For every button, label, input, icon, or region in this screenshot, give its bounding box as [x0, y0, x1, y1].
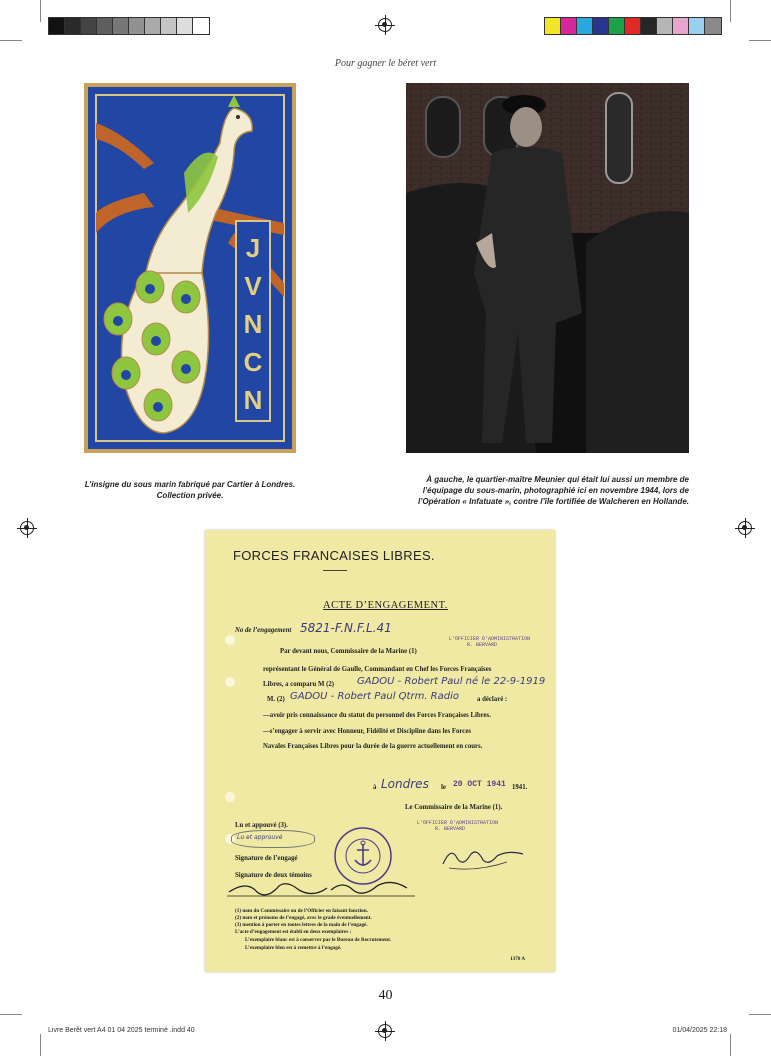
handwritten-name-2: GADOU - Robert Paul Qtrm. Radio — [290, 691, 459, 702]
page-number: 40 — [378, 988, 393, 1003]
footnote: L’acte d’engagement est établi en deux exemplaires : — [235, 929, 352, 935]
color-swatch — [113, 18, 129, 34]
lu-approuve-label: Lu et appouvé (3). — [235, 822, 288, 829]
color-swatch — [177, 18, 193, 34]
insignia-letter: J — [245, 233, 261, 263]
footnote: (3) mention à porter en toutes lettres de la main de l’engagé. — [235, 922, 368, 928]
color-swatch — [65, 18, 81, 34]
caption-line: Collection privée. — [156, 491, 224, 500]
crop-mark — [749, 40, 771, 41]
body-line: Navales Françaises Libres pour la durée de la guerre actuellement en cours. — [263, 743, 483, 750]
process-color-bar — [544, 17, 722, 35]
color-swatch — [577, 18, 593, 34]
crop-mark — [730, 1034, 731, 1056]
commissaire-label: Le Commissaire de la Marine (1). — [405, 804, 503, 811]
crop-mark — [749, 1014, 771, 1015]
handwritten-name-1: GADOU - Robert Paul né le 22-9-1919 — [357, 676, 546, 687]
crop-mark — [40, 0, 41, 22]
insignia-letter: C — [243, 347, 263, 377]
year: 1941. — [512, 784, 528, 791]
insignia-letters — [236, 229, 270, 419]
insignia-letter: N — [243, 309, 263, 339]
crop-mark — [0, 1014, 22, 1015]
crop-mark — [40, 1034, 41, 1056]
divider — [323, 570, 347, 571]
crop-mark — [730, 0, 731, 22]
commissaire-signature — [437, 840, 527, 874]
color-swatch — [49, 18, 65, 34]
engagement-certificate — [205, 530, 555, 972]
engagement-number-value: 5821-F.N.F.L.41 — [300, 621, 392, 635]
lu-approuve-box — [231, 830, 315, 848]
photo-illustration — [406, 83, 689, 453]
admin-stamp-mid — [417, 820, 498, 832]
body-line: représentant le Général de Gaulle, Commandant en Chef les Forces Françaises — [263, 666, 492, 673]
stamp-line: R. BERVARD — [467, 642, 498, 648]
insignia-image — [84, 83, 296, 453]
color-swatch — [145, 18, 161, 34]
punch-hole — [225, 635, 235, 645]
stamp-line: R. BERVARD — [435, 826, 466, 832]
footnote: (1) nom du Commissaire ou de l’Officier en faisant fonction. — [235, 908, 368, 914]
color-swatch — [625, 18, 641, 34]
color-swatch — [193, 18, 209, 34]
color-swatch — [609, 18, 625, 34]
registration-mark-icon — [378, 18, 392, 32]
slug-file-info: Livre Berêt vert A4 01 04 2025 terminé .indd 40 — [48, 1027, 195, 1034]
registration-mark-icon — [738, 521, 752, 535]
crop-mark — [0, 40, 22, 41]
signature-temoins-label: Signature de deux témoins — [235, 872, 312, 879]
color-swatch — [593, 18, 609, 34]
footnote: (2) nom et prénoms de l’engagé, avec le grade éventuellement. — [235, 915, 372, 921]
slug-timestamp: 01/04/2025 22:18 — [672, 1027, 727, 1034]
insignia-letter: N — [243, 385, 263, 415]
stamp-line: L’OFFICIER D’ADMINISTRATION — [449, 636, 531, 642]
signature-engage-label: Signature de l’engagé — [235, 855, 298, 862]
handwritten-place: Londres — [381, 777, 429, 791]
punch-hole — [225, 677, 235, 687]
color-swatch — [641, 18, 657, 34]
color-swatch — [129, 18, 145, 34]
footnote: L’exemplaire blanc est à conserver par le Bureau de Recrutement. — [245, 937, 392, 943]
stamp-line: L’OFFICIER D’ADMINISTRATION — [417, 820, 499, 826]
color-swatch — [97, 18, 113, 34]
body-line: Par devant nous, Commissaire de la Marine (1) — [280, 648, 417, 655]
grayscale-color-bar — [48, 17, 210, 35]
body-line: Libres, a comparu M (2) — [263, 681, 335, 688]
body-line: —s’engager à servir avec Honneur, Fidélité et Discipline dans les Forces — [263, 728, 471, 735]
form-number: 1370 A — [510, 956, 526, 962]
color-swatch — [561, 18, 577, 34]
date-le: le — [441, 784, 446, 791]
color-swatch — [545, 18, 561, 34]
body-line: M. (2) — [267, 696, 285, 703]
color-swatch — [705, 18, 721, 34]
color-swatch — [689, 18, 705, 34]
insignia-letter: V — [244, 271, 262, 301]
color-swatch — [657, 18, 673, 34]
caption-line: l’équipage du sous-marin, photographié ici en novembre 1944, lors de — [422, 486, 689, 495]
caption-line: L’insigne du sous marin fabriqué par Cartier à Londres. — [84, 480, 296, 489]
meunier-photo — [406, 83, 689, 453]
body-line: —avoir pris connaissance du statut du personnel des Forces Françaises Libres. — [263, 712, 491, 719]
color-swatch — [161, 18, 177, 34]
color-swatch — [81, 18, 97, 34]
doc-title: FORCES FRANCAISES LIBRES. — [233, 548, 435, 563]
right-caption — [400, 474, 689, 507]
caption-line: À gauche, le quartier-maître Meunier qui était lui aussi un membre de — [426, 475, 689, 484]
registration-mark-icon — [20, 521, 34, 535]
handwritten-lu-approuve: Lu et approuvé — [237, 834, 283, 841]
doc-subtitle: ACTE D’ENGAGEMENT. — [323, 600, 448, 611]
witness-signatures — [227, 876, 417, 902]
date-stamp: 20 OCT 1941 — [453, 780, 506, 789]
place-prefix: à — [373, 784, 377, 791]
punch-hole — [225, 792, 235, 802]
engagement-number-label: No de l’engagement — [235, 627, 292, 634]
body-line: a déclaré : — [477, 696, 508, 703]
registration-mark-icon — [378, 1024, 392, 1038]
running-head: Pour gagner le béret vert — [334, 58, 437, 69]
caption-line: l’Opération « Infatuate », contre l’île fortifiée de Walcheren en Hollande. — [417, 497, 689, 506]
footnote: L’exemplaire bleu est à remettre à l’engagé. — [245, 945, 342, 951]
left-caption — [84, 479, 296, 501]
admin-stamp-top — [449, 636, 530, 648]
color-swatch — [673, 18, 689, 34]
